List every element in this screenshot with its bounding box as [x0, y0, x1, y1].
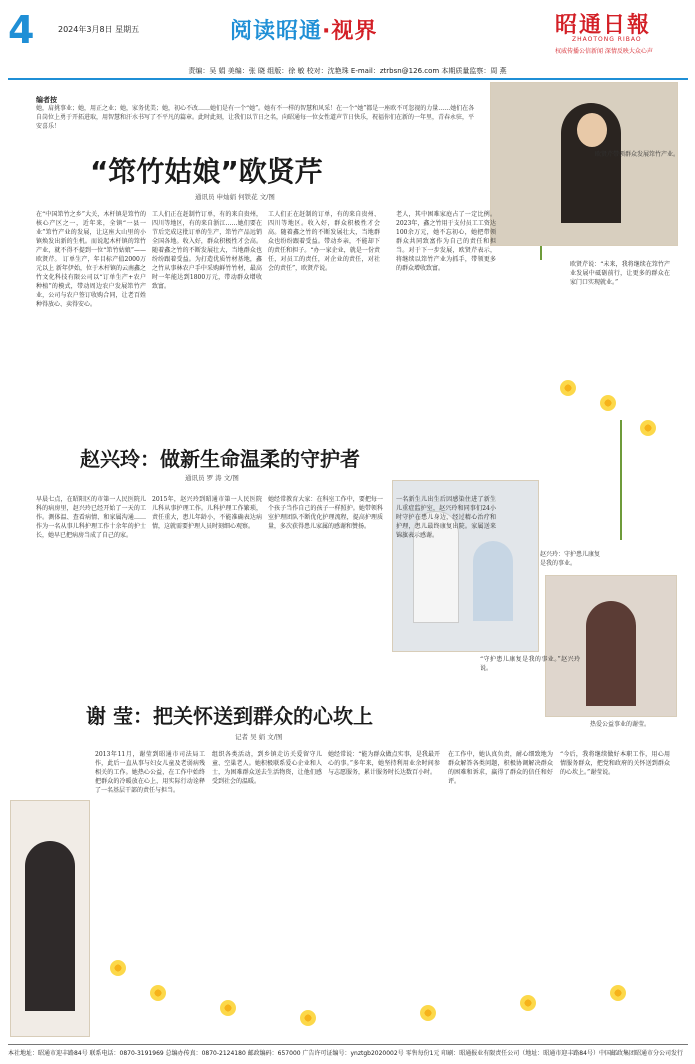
photo-caption: 热爱公益事业的谢莹。	[590, 721, 651, 728]
section-title-main: 阅读昭通	[230, 19, 323, 44]
article-column: 她经常说：“能为群众做点实事，是我最开心的事。”多年来，她坚持利用业余时间参与志愿服务，累计服务时长达数百小时。	[328, 751, 440, 776]
article-column: 2013年11月，谢莹到昭通市司法局工作，此后一直从事与妇女儿童及老弱病残相关的工作。她热心公益，在工作中始终把群众的冷暖放在心上，用实际行动诠释了一名基层干部的责任与担当。	[95, 751, 205, 794]
article-column: 工人们正在赶制竹订单，有的来自贵州，四川等地区，有的来自浙江……她们要在节后完成这批订单的生产，筇竹产品远销全国各地。收入好，群众积极性才会高。随着鑫之竹的不断发展壮大，当地群众也纷纷跟着受益。为打造优质竹材基地，鑫之竹从事林农户手中采购鲜竹竹材，最高时一年能达到1800万元，带动群众增收致富。	[152, 211, 262, 290]
section-title-accent: 视界	[331, 19, 378, 44]
article-column: 在工作中，她认真负责，耐心细致地为群众解答各类问题，积极协调解决群众的困难和诉求，赢得了群众的信任和好评。	[448, 751, 553, 785]
article-column: 老人，其中困难家庭占了一定比例。2023年，鑫之竹用于支付员工工资达100余万元，她不忘初心，她把带领群众共同致富作为自己的责任和担当。对于下一步发展，欧贤芹表示，将继续以筇竹产业为抓手，带领更多的群众增收致富。	[396, 211, 496, 272]
staff-credits: 责编：吴 娟 美编：张 晓 组版：徐 敏 校对：沈艳珠 E-mail：ztrbsn@126.com 本期质量监察：周 燕	[188, 67, 507, 75]
article-column: 组织各类活动，到乡镇走访关爱留守儿童、空巢老人。她积极联系爱心企业和人士，为困难群众送去生活物资，让他们感受到社会的温暖。	[212, 751, 322, 785]
page-number: 4	[8, 8, 35, 52]
article-headline: 赵兴玲：做新生命温柔的守护者	[80, 447, 360, 471]
article-column: 一名新生儿出生后因感染住进了新生儿重症监护室，赵兴玲和同事们24小时守护在患儿身边，经过精心治疗和护理，患儿最终康复出院。家属送来锦旗表示感谢。	[396, 496, 496, 539]
flower-decoration	[640, 420, 656, 436]
article-byline: 记者 吴 娟 文/图	[235, 733, 283, 741]
flower-decoration	[560, 380, 576, 396]
article-column: 欧贤芹说：“未来，我将继续在筇竹产业发展中砥砺前行，让更多的群众在家门口实现就业。”	[570, 261, 670, 286]
header-rule	[8, 78, 688, 80]
article-column: 2015年，赵兴玲到昭通市第一人民医院儿科从事护理工作。儿科护理工作繁琐，责任重大，患儿年龄小，不能准确表达病情，这就需要护理人员时刻细心观察。	[152, 496, 262, 530]
footer-info: 本社地址：昭通市迎丰路84号 联系电话：0870-3191969 总编办传真：0870-2124180 邮政编码：657000 广告许可证编号：ynztgb2020002号 零售每份1元 印刷：昭通报业有限责任公司（地址：昭通市迎丰路84号）中国邮政集团昭通市分公司发行	[8, 1050, 683, 1057]
photo-ou-xianqin	[490, 82, 678, 246]
flower-decoration	[600, 395, 616, 411]
flower-decoration	[610, 985, 626, 1001]
photo-caption: 赵兴玲：守护患儿康复是我的事业。	[540, 551, 601, 567]
section-title-dot: ·	[322, 19, 332, 44]
section-title	[230, 14, 377, 45]
editor-note-text: 她，肩挑事业；她，用正之业；她，家务优美；她，初心不改……她们是有一个“她”。她有不一样的智慧和风采！在一个“她”都是一座欧不可忽视的力量……她们在各自岗位上勇于开拓进取，用智慧和汗水书写了不平凡的篇章。此时此刻，让我们以节日之名，向昭通每一位女性道声节日快乐，祝福你们在新的一年里，青春永驻，平安喜乐！	[36, 105, 475, 130]
article-byline: 通讯员 申灿娟 何铁花 文/图	[195, 193, 275, 201]
photo-zhao-xingling-2	[545, 575, 677, 717]
photo-caption: 欧贤芹带领群众发展筇竹产业。	[595, 151, 680, 158]
article-column: “今后，我将继续做好本职工作，用心用情服务群众，把党和政府的关怀送到群众的心坎上。”谢莹说。	[560, 751, 670, 776]
footer-rule	[8, 1044, 688, 1045]
newspaper-logo-en: ZHAOTONG RIBAO	[572, 36, 642, 43]
photo-xie-ying	[10, 800, 90, 1037]
newspaper-slogan: 权威传播公信新闻 深情反映大众心声	[555, 48, 653, 55]
article-column: 早晨七点，在昭阳区的市第一人民医院儿科的病房里，赵兴玲已经开始了一天的工作。测体温、查看病情、和家属沟通……作为一名从事儿科护理工作十余年的护士长，她早已把病房当成了自己的家。	[36, 496, 146, 539]
article-byline: 通讯员 罗 涛 文/图	[185, 474, 239, 482]
article-headline: “筇竹姑娘”欧贤芹	[90, 155, 323, 188]
flower-stem-decoration	[620, 420, 622, 540]
article-headline: 谢 莹：把关怀送到群众的心坎上	[86, 704, 373, 728]
article-column: “守护患儿康复是我的事业。”赵兴玲说。	[480, 656, 580, 672]
issue-date: 2024年3月8日 星期五	[58, 25, 140, 34]
newspaper-logo: 昭通日報	[555, 12, 652, 38]
article-column: 在“中国筇竹之乡”大关，木杆镇是筇竹的核心产区之一，近年来，全镇“一县一业”筇竹产业的发展，让这座大山里的小镇焕发出新的生机。而说起木杆镇的筇竹产业，就不得不提到一位“筇竹姑娘”——欧贤芹。 订单生产，年目标产值2000万元以上 新年伊始，位于木杆镇的云南鑫之竹文化科技有限公司以“订单生产+农户种植”的模式，带动周边农户发展筇竹产业，公司与农户签订收购合同，让老百姓种得放心、卖得安心。	[36, 211, 146, 308]
article-column: 工人们正在赶制的订单，有的来自贵州、四川等地区。收入好，群众积极性才会高。随着鑫之竹的不断发展壮大，当地群众也纷纷跟着受益。带动乡亲，不能却下的责任和担子。“办一家企业，就是一份责任，对员工的责任，对企业的责任，对社会的责任”，欧贤芹说。	[268, 211, 380, 272]
editor-note-label: 编者按	[36, 95, 57, 104]
article-column: 她经常教育大家：在科室工作中，要把每一个孩子当作自己的孩子一样照护。她带领科室护理团队不断优化护理流程，提高护理质量，多次获得患儿家属的感谢和赞扬。	[268, 496, 383, 530]
